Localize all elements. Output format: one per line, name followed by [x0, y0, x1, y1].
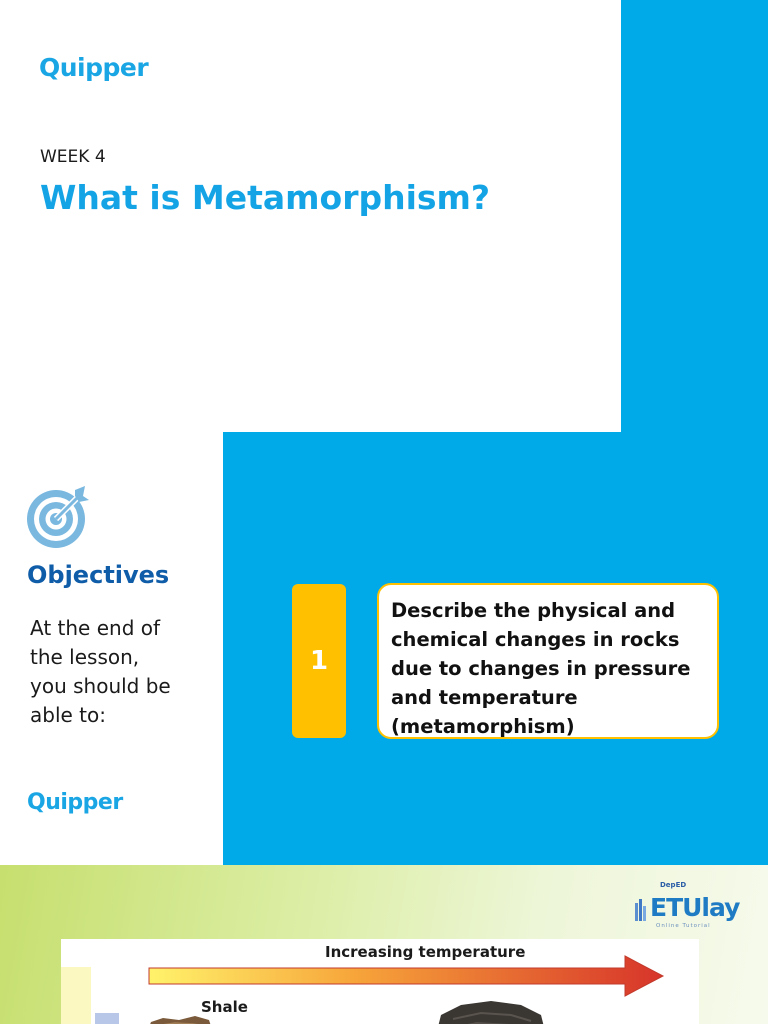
- decorative-blue-bar: [621, 0, 768, 432]
- building-icon: [634, 897, 648, 921]
- deped-label: DepED: [660, 881, 687, 889]
- week-label: WEEK 4: [40, 147, 106, 167]
- objectives-intro: At the end of the lesson, you should be able to:: [30, 616, 171, 727]
- diagram-marker: [95, 1013, 119, 1024]
- shale-rock-image: [145, 1014, 215, 1024]
- objective-text-box: Describe the physical and chemical changes in rocks due to changes in pressure and temperature (metamorphism): [377, 583, 719, 739]
- diagram-slide: [0, 865, 768, 1024]
- etulay-wordmark: ETUlay: [650, 893, 740, 922]
- temperature-arrow: [147, 952, 667, 998]
- etulay-logo: [634, 879, 746, 931]
- diagram-background-patch: [61, 967, 91, 1024]
- target-icon: [25, 484, 91, 550]
- slide-title: What is Metamorphism?: [40, 178, 491, 217]
- temperature-arrow-label: Increasing temperature: [325, 943, 526, 961]
- objective-number-badge: 1: [292, 584, 346, 738]
- metamorphism-diagram: [61, 939, 699, 1024]
- etulay-tagline: Online Tutorial: [656, 923, 711, 929]
- objectives-slide: [0, 432, 768, 865]
- shale-label: Shale: [201, 998, 248, 1016]
- title-slide: [0, 0, 768, 432]
- objectives-heading: Objectives: [27, 561, 170, 589]
- quipper-logo: Quipper: [39, 53, 149, 82]
- quipper-logo: Quipper: [27, 790, 123, 815]
- metamorphic-rock-image: [431, 999, 549, 1024]
